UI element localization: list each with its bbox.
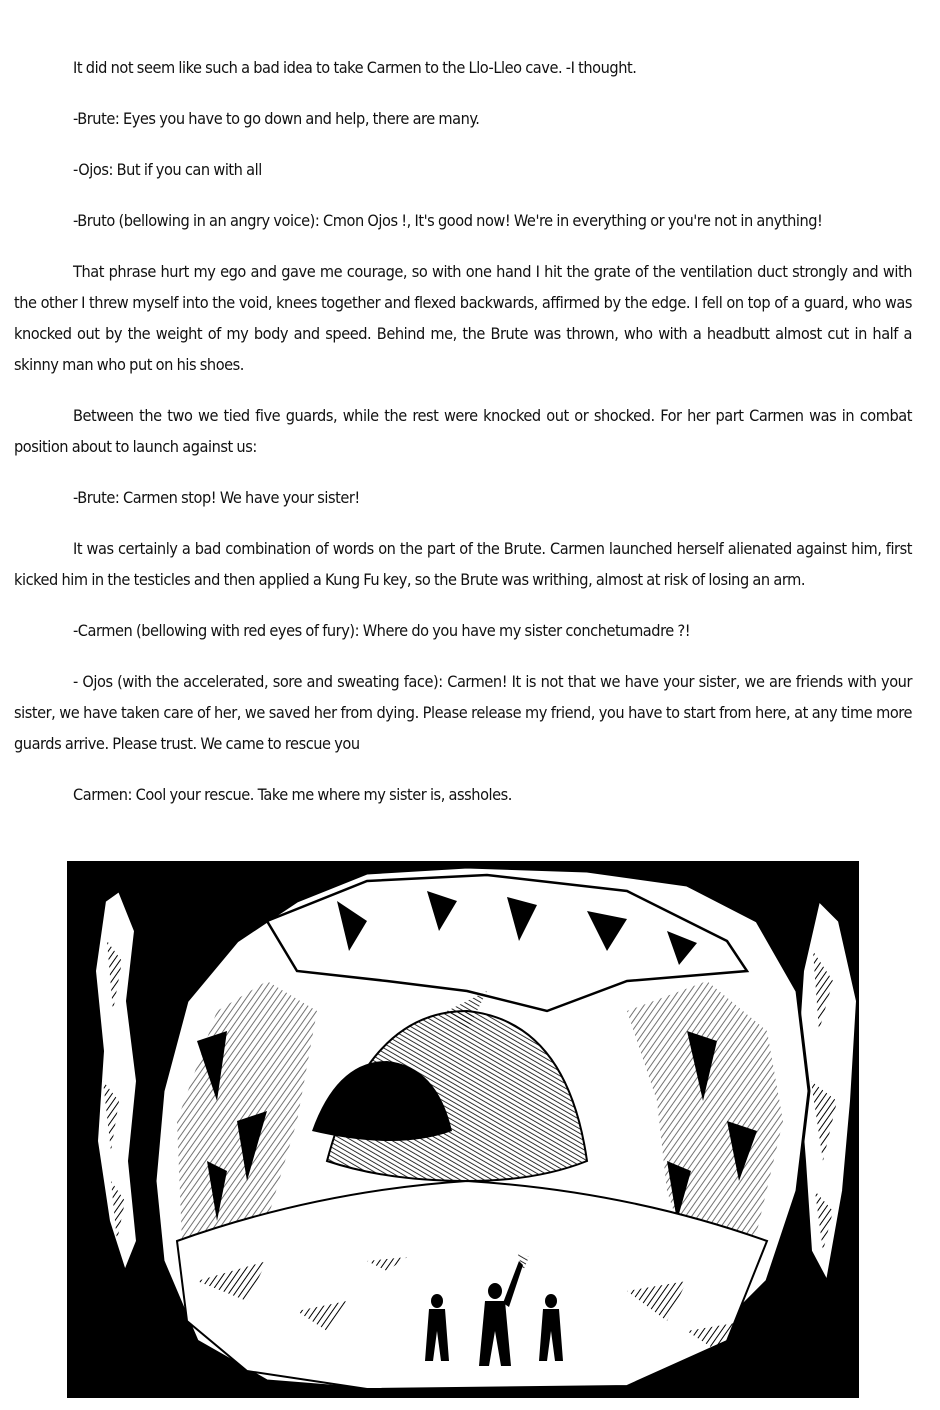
paragraph-2: -Brute: Eyes you have to go down and help, there are many.	[73, 109, 480, 128]
story-text	[14, 52, 912, 830]
paragraph-9: -Carmen (bellowing with red eyes of fury): Where do you have my sister conchetumadre ?!	[73, 621, 691, 640]
paragraph-10: - Ojos (with the accelerated, sore and sweating face): Carmen! It is not that we have your sister, we are friends with your sister, we have taken care of her, we saved her from dying. Please release my friend, you have to start from here, at any time more guards arrive. Please trust. We came to rescue you	[14, 672, 912, 753]
paragraph-3: -Ojos: But if you can with all	[73, 160, 262, 179]
cave-illustration	[67, 861, 859, 1398]
paragraph-8: It was certainly a bad combination of words on the part of the Brute. Carmen launched herself alienated against him, first kicked him in the testicles and then applied a Kung Fu key, so the Brute was writhing, almost at risk of losing an arm.	[14, 539, 912, 589]
paragraph-5: That phrase hurt my ego and gave me courage, so with one hand I hit the grate of the ventilation duct strongly and with the other I threw myself into the void, knees together and flexed backwards, affirmed by the edge. I fell on top of a guard, who was knocked out by the weight of my body and speed. Behind me, the Brute was thrown, who with a headbutt almost cut in half a skinny man who put on his shoes.	[14, 262, 912, 374]
paragraph-6: Between the two we tied five guards, while the rest were knocked out or shocked. For her part Carmen was in combat position about to launch against us:	[14, 406, 912, 456]
paragraph-1: It did not seem like such a bad idea to take Carmen to the Llo-Lleo cave. -I thought.	[73, 58, 637, 77]
paragraph-7: -Brute: Carmen stop! We have your sister!	[73, 488, 360, 507]
paragraph-4: -Bruto (bellowing in an angry voice): Cmon Ojos !, It's good now! We're in everything or you're not in anything!	[73, 211, 823, 230]
paragraph-11: Carmen: Cool your rescue. Take me where my sister is, assholes.	[73, 785, 512, 804]
